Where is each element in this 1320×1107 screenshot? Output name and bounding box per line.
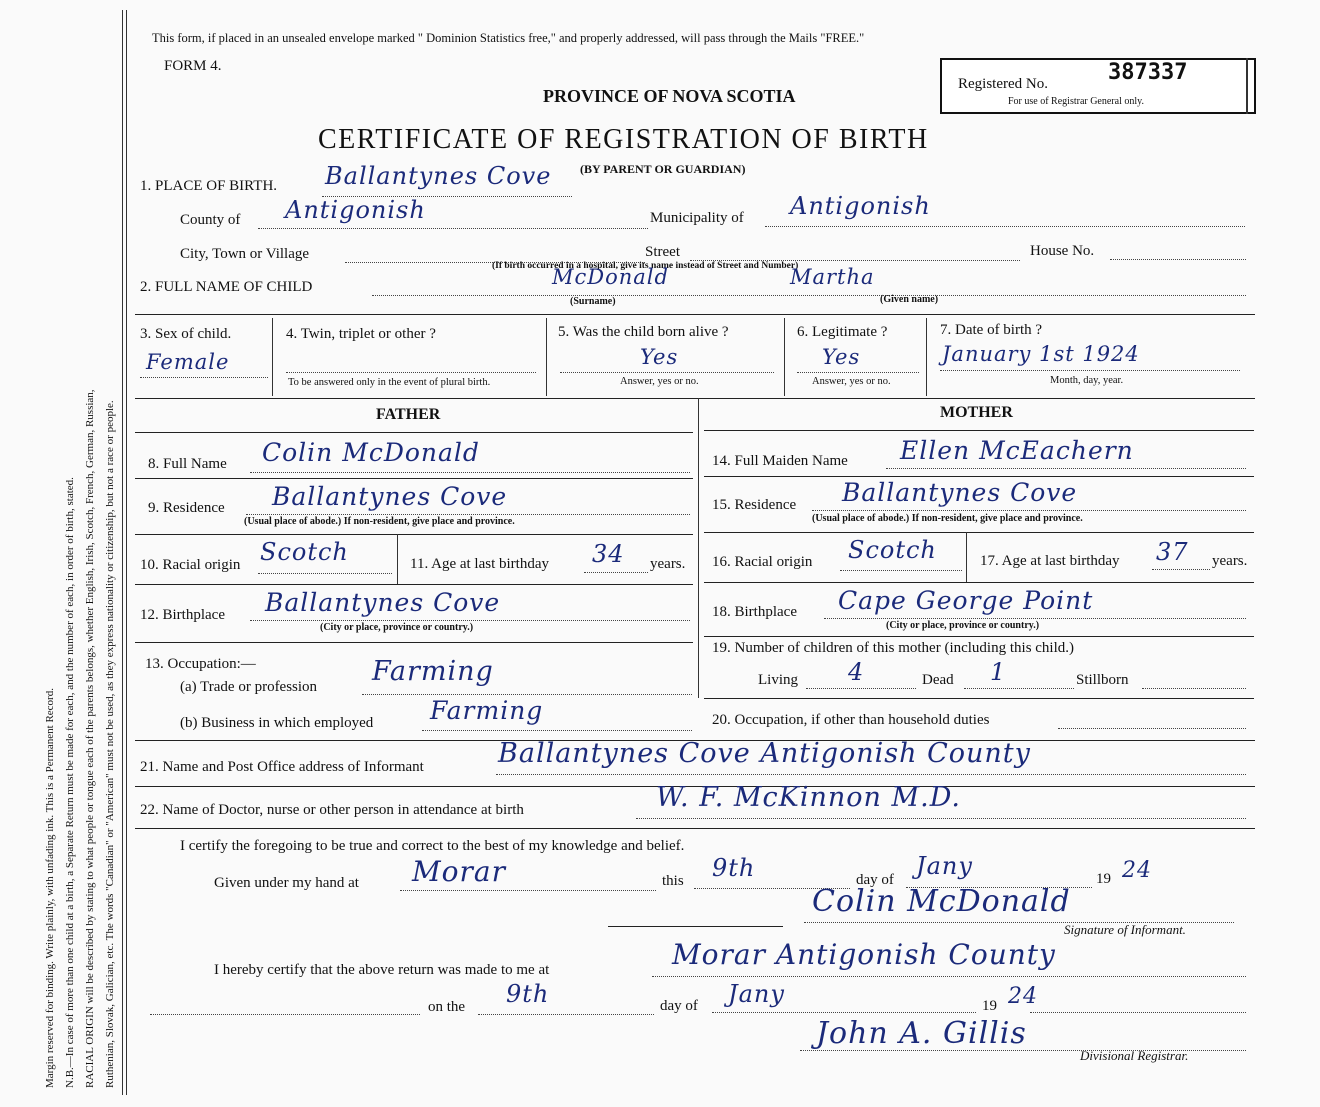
margin-note-4: Ruthenian, Slovak, Galician, etc. The words "Canadian" or "American" must not be used, as they express nationality or citizenship, but not a race or people.	[104, 400, 116, 1088]
registrar-year-prefix: 19	[982, 998, 997, 1014]
this-label: this	[662, 873, 684, 889]
margin-note-2: N.B.—In case of more than one child at a birth, a Separate Return must be made for each, and the number of each, in order of birth, stated.	[64, 477, 76, 1088]
dob-note: Month, day, year.	[1050, 375, 1124, 386]
doctor-value: W. F. McKinnon M.D.	[656, 782, 961, 813]
legitimate-note: Answer, yes or no.	[812, 376, 891, 387]
registrar-general-note: For use of Registrar General only.	[1008, 96, 1144, 107]
dead-label: Dead	[922, 672, 954, 688]
father-occupation-label: 13. Occupation:—	[145, 656, 256, 672]
registrar-place-value: Morar Antigonish County	[672, 938, 1056, 971]
margin-rule-inner	[126, 10, 127, 1095]
registered-box	[940, 58, 1256, 114]
registrar-signature: John A. Gillis	[816, 1016, 1027, 1051]
margin-note-1: Margin reserved for binding. Write plainly, with unfading ink. This is a Permanent Record.	[44, 688, 56, 1088]
hospital-note: (If birth occurred in a hospital, give its name instead of Street and Number)	[492, 261, 799, 271]
place-of-birth-value: Ballantynes Cove	[325, 162, 552, 190]
registered-number: 387337	[1108, 60, 1188, 85]
father-years-label: years.	[650, 556, 686, 572]
mother-years-label: years.	[1212, 553, 1248, 569]
living-label: Living	[758, 672, 798, 688]
city-label: City, Town or Village	[180, 246, 310, 262]
stillborn-label: Stillborn	[1076, 672, 1129, 688]
county-value: Antigonish	[285, 196, 426, 224]
legitimate-value: Yes	[822, 345, 861, 369]
informant-signature: Colin McDonald	[812, 884, 1071, 919]
mother-birthplace-note: (City or place, province or country.)	[886, 620, 1040, 631]
father-residence-value: Ballantynes Cove	[272, 482, 508, 511]
street-label: Street	[645, 244, 680, 260]
mother-age-label: 17. Age at last birthday	[980, 553, 1120, 569]
twin-note: To be answered only in the event of plural birth.	[288, 377, 491, 388]
certify-text: I certify the foregoing to be true and correct to the best of my knowledge and belief.	[180, 838, 685, 854]
dob-value: January 1st 1924	[942, 342, 1140, 366]
father-race-label: 10. Racial origin	[140, 557, 241, 573]
day-of-label: day of	[856, 872, 894, 888]
registrar-label: Divisional Registrar.	[1080, 1048, 1189, 1063]
month-value: Jany	[916, 852, 973, 880]
house-no-label: House No.	[1030, 243, 1095, 259]
regbox-edge	[1246, 58, 1248, 114]
place-of-birth-label: 1. PLACE OF BIRTH.	[140, 178, 278, 194]
informant-value: Ballantynes Cove Antigonish County	[498, 738, 1031, 769]
municipality-label: Municipality of	[650, 210, 744, 226]
father-heading: FATHER	[376, 406, 441, 423]
mother-race-value: Scotch	[848, 536, 937, 564]
child-surname: McDonald	[552, 265, 669, 289]
municipality-value: Antigonish	[790, 192, 931, 220]
registrar-day-of-label: day of	[660, 998, 698, 1014]
mother-residence-label: 15. Residence	[712, 497, 797, 513]
children-count-label: 19. Number of children of this mother (including this child.)	[712, 640, 1075, 656]
registrar-year-suffix: 24	[1008, 984, 1038, 1009]
alive-value: Yes	[640, 345, 679, 369]
father-race-value: Scotch	[260, 538, 349, 566]
year-prefix: 19	[1096, 871, 1111, 887]
mother-residence-value: Ballantynes Cove	[842, 478, 1078, 507]
registrar-day-value: 9th	[506, 980, 550, 1008]
registrar-certify-text: I hereby certify that the above return was made to me at	[214, 962, 550, 978]
day-value: 9th	[712, 854, 756, 882]
dob-label: 7. Date of birth ?	[940, 322, 1043, 338]
informant-label: 21. Name and Post Office address of Informant	[140, 759, 424, 775]
trade-value: Farming	[372, 656, 494, 687]
child-name-label: 2. FULL NAME OF CHILD	[140, 279, 313, 295]
given-under-label: Given under my hand at	[214, 875, 359, 891]
mother-name-value: Ellen McEachern	[900, 436, 1134, 465]
father-name-label: 8. Full Name	[148, 456, 227, 472]
dead-value: 1	[990, 658, 1007, 686]
margin-note-3: RACIAL ORIGIN will be described by stating to what people or tongue each of the parents belongs, whether English, Irish, Scotch, French, German, Russian,	[84, 389, 96, 1088]
mother-race-label: 16. Racial origin	[712, 554, 813, 570]
business-label: (b) Business in which employed	[180, 715, 374, 731]
legitimate-label: 6. Legitimate ?	[797, 324, 888, 340]
mother-name-label: 14. Full Maiden Name	[712, 453, 848, 469]
trade-label: (a) Trade or profession	[180, 679, 318, 695]
father-residence-note: (Usual place of abode.) If non-resident, give place and province.	[244, 516, 515, 527]
registered-label: Registered No.	[958, 76, 1048, 92]
father-birthplace-note: (City or place, province or country.)	[320, 622, 474, 633]
alive-note: Answer, yes or no.	[620, 376, 699, 387]
father-age-value: 34	[592, 540, 625, 568]
signature-label: Signature of Informant.	[1064, 922, 1186, 937]
child-given-name: Martha	[790, 265, 875, 289]
alive-label: 5. Was the child born alive ?	[558, 324, 729, 340]
father-birthplace-label: 12. Birthplace	[140, 607, 225, 623]
on-the-label: on the	[428, 999, 466, 1015]
mail-note: This form, if placed in an unsealed envelope marked " Dominion Statistics free," and properly addressed, will pass through the Mails "FREE."	[152, 31, 865, 45]
mother-occupation-label: 20. Occupation, if other than household duties	[712, 712, 990, 728]
doctor-label: 22. Name of Doctor, nurse or other person in attendance at birth	[140, 802, 524, 818]
mother-birthplace-label: 18. Birthplace	[712, 604, 797, 620]
registrar-month-value: Jany	[728, 980, 785, 1008]
year-suffix: 24	[1122, 858, 1152, 883]
surname-note: (Surname)	[570, 296, 616, 307]
father-name-value: Colin McDonald	[262, 438, 480, 467]
father-residence-label: 9. Residence	[148, 500, 225, 516]
given-name-note: (Given name)	[880, 294, 939, 305]
margin-rule	[122, 10, 123, 1095]
twin-label: 4. Twin, triplet or other ?	[286, 326, 436, 342]
mother-age-value: 37	[1156, 538, 1189, 566]
form-number: FORM 4.	[164, 58, 222, 74]
given-place-value: Morar	[412, 855, 506, 888]
county-label: County of	[180, 212, 241, 228]
province-title: PROVINCE OF NOVA SCOTIA	[543, 86, 796, 106]
certificate-title: CERTIFICATE OF REGISTRATION OF BIRTH	[318, 124, 929, 155]
living-value: 4	[848, 658, 865, 686]
certificate-subtitle: (BY PARENT OR GUARDIAN)	[580, 162, 746, 176]
sex-label: 3. Sex of child.	[140, 326, 232, 342]
business-value: Farming	[430, 696, 544, 725]
father-birthplace-value: Ballantynes Cove	[265, 588, 501, 617]
sex-value: Female	[146, 350, 230, 374]
father-age-label: 11. Age at last birthday	[410, 556, 549, 572]
mother-birthplace-value: Cape George Point	[838, 586, 1094, 615]
mother-heading: MOTHER	[940, 404, 1013, 421]
mother-residence-note: (Usual place of abode.) If non-resident, give place and province.	[812, 513, 1083, 524]
